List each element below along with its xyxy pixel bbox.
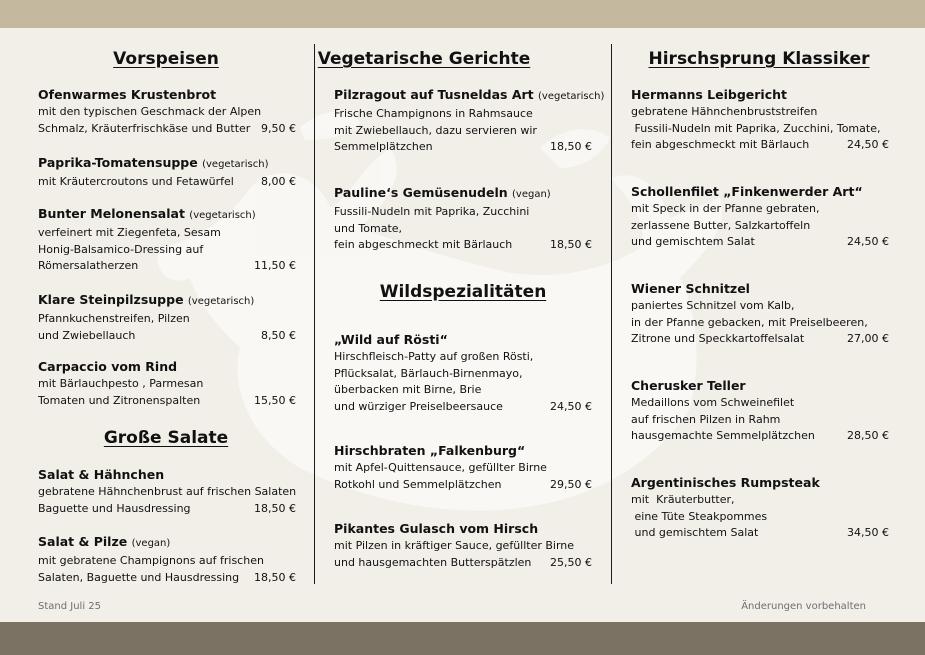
dish-description-line xyxy=(38,104,296,121)
dish-description-line xyxy=(38,311,296,328)
dish-description-text: mit Apfel-Quittensauce, gefüllter Birne xyxy=(334,461,547,474)
dish-name xyxy=(631,183,889,201)
dish-description-text: und hausgemachten Butterspätzlen xyxy=(334,555,532,569)
dish-description-text: Frische Champignons in Rahmsauce xyxy=(334,107,533,120)
dish-description-line xyxy=(334,555,592,572)
dish-price: 18,50 € xyxy=(550,140,592,153)
dish-hermanns-leibgericht xyxy=(631,86,889,154)
dish-price: 24,50 € xyxy=(847,235,889,248)
dish-name-text: Klare Steinpilzsuppe xyxy=(38,292,184,307)
dish-description-line xyxy=(631,492,889,509)
dish-name-text: Ofenwarmes Krustenbrot xyxy=(38,87,217,102)
dish-description-text: fein abgeschmeckt mit Bärlauch xyxy=(631,138,810,151)
dish-argentinisches-rumpsteak xyxy=(631,474,889,542)
dish-description-line xyxy=(38,484,296,501)
dish-description-line xyxy=(334,538,592,555)
dish-price: 18,50 € xyxy=(254,501,296,515)
dish-diet-tag: (vegan) xyxy=(131,538,171,549)
dish-klare-steinpilzsuppe xyxy=(38,291,296,344)
dish-description-text: und gemischtem Salat xyxy=(631,526,759,539)
dish-description-line xyxy=(631,137,889,154)
dish-description-line xyxy=(38,501,296,518)
dish-description-line xyxy=(38,174,296,191)
dish-description-line xyxy=(631,298,889,315)
dish-price: 24,50 € xyxy=(847,138,889,151)
dish-description-text: Pfannkuchenstreifen, Pilzen xyxy=(38,312,190,325)
dish-description-text: verfeinert mit Ziegenfeta, Sesam xyxy=(38,226,221,239)
dish-description-line xyxy=(631,395,889,412)
dish-description-line xyxy=(334,399,592,416)
dish-description-text: und Tomate, xyxy=(334,221,403,235)
dish-description-text: gebratene Hähnchenbruststreifen xyxy=(631,105,818,118)
dish-description-line xyxy=(38,328,296,345)
dish-description-text: und würziger Preiselbeersauce xyxy=(334,399,503,413)
dish-name xyxy=(334,442,592,460)
dish-price: 29,50 € xyxy=(550,477,592,491)
dish-description-line xyxy=(38,121,296,138)
dish-description-line xyxy=(334,106,592,123)
dish-salat-pilze xyxy=(38,533,296,586)
dish-price: 27,00 € xyxy=(847,332,889,345)
dish-schollenfilet xyxy=(631,183,889,251)
dish-diet-tag: (vegetarisch) xyxy=(538,91,605,102)
dish-price: 8,50 € xyxy=(261,328,296,342)
column-divider-left xyxy=(314,44,315,584)
dish-description-text: und Zwiebellauch xyxy=(38,328,136,342)
dish-price: 9,50 € xyxy=(261,121,296,135)
dish-diet-tag: (vegan) xyxy=(512,189,551,200)
dish-description-line xyxy=(38,258,296,275)
dish-description-text: fein abgeschmeckt mit Bärlauch xyxy=(334,238,513,251)
dish-price: 34,50 € xyxy=(847,526,889,539)
dish-paprika-tomatensuppe xyxy=(38,154,296,191)
dish-description-line xyxy=(631,525,889,542)
dish-description-text: mit Kräuterbutter, xyxy=(631,493,735,506)
dish-description-text: mit Zwiebellauch, dazu servieren wir xyxy=(334,123,537,137)
dish-description-line xyxy=(38,225,296,242)
dish-description-line xyxy=(38,570,296,587)
dish-description-text: mit Bärlauchpesto , Parmesan xyxy=(38,377,204,390)
dish-name xyxy=(334,86,605,106)
dish-description-text: Salaten, Baguette und Hausdressing xyxy=(38,570,240,584)
dish-description-text: hausgemachte Semmelplätzchen xyxy=(631,429,815,442)
dish-price: 18,50 € xyxy=(254,570,296,584)
section-heading-hirschsprung-klassiker: Hirschsprung Klassiker xyxy=(648,49,870,69)
dish-diet-tag: (vegetarisch) xyxy=(189,210,256,221)
dish-description-text: Baguette und Hausdressing xyxy=(38,501,191,515)
dish-price: 11,50 € xyxy=(254,259,296,272)
dish-bunter-melonensalat xyxy=(38,205,296,275)
dish-description-text: Pflücksalat, Bärlauch-Birnenmayo, xyxy=(334,366,523,380)
dish-description-line xyxy=(334,139,592,156)
dish-description-text: mit gebratene Champignons auf frischen xyxy=(38,554,264,567)
dish-name-text: Pauline‘s Gemüsenudeln xyxy=(334,185,508,200)
dish-ofenwarmes-krustenbrot xyxy=(38,86,296,137)
dish-name xyxy=(631,474,889,492)
dish-diet-tag: (vegetarisch) xyxy=(202,159,269,170)
dish-name xyxy=(334,520,592,538)
dish-hirschbraten-falkenburg xyxy=(334,442,592,493)
dish-description-line xyxy=(334,349,592,366)
section-heading-vegetarische-gerichte: Vegetarische Gerichte xyxy=(317,49,531,69)
dish-name-text: Carpaccio vom Rind xyxy=(38,359,178,374)
dish-description-text: Schmalz, Kräuterfrischkäse und Butter xyxy=(38,121,251,135)
dish-name xyxy=(38,533,296,553)
dish-name-text: Wiener Schnitzel xyxy=(631,281,750,296)
dish-description-text: Semmelplätzchen xyxy=(334,140,433,153)
dish-description-line xyxy=(38,553,296,570)
dish-salat-haehnchen xyxy=(38,466,296,517)
dish-description-line xyxy=(38,242,296,259)
dish-description-line xyxy=(631,331,889,348)
dish-description-text: gebratene Hähnchenbrust auf frischen Salaten xyxy=(38,485,297,498)
dish-wild-auf-roesti xyxy=(334,331,592,415)
dish-description-text: Fussili-Nudeln mit Paprika, Zucchini xyxy=(334,205,530,218)
dish-cherusker-teller xyxy=(631,377,889,445)
dish-name xyxy=(631,377,889,395)
dish-description-text: Tomaten und Zitronenspalten xyxy=(38,393,201,407)
dish-name xyxy=(38,358,296,376)
dish-description-text: paniertes Schnitzel vom Kalb, xyxy=(631,299,795,312)
dish-description-line xyxy=(631,412,889,429)
dish-description-line xyxy=(631,121,889,138)
dish-name-text: „Wild auf Rösti“ xyxy=(334,332,448,347)
dish-description-text: Rotkohl und Semmelplätzchen xyxy=(334,477,502,491)
dish-price: 25,50 € xyxy=(550,555,592,569)
dish-name-text: Salat & Hähnchen xyxy=(38,467,165,482)
dish-name-text: Schollenfilet „Finkenwerder Art“ xyxy=(631,184,863,199)
dish-description-line xyxy=(334,123,592,140)
dish-description-line xyxy=(334,366,592,383)
section-heading-vorspeisen: Vorspeisen xyxy=(113,49,219,69)
section-heading-wildspezialitaeten: Wildspezialitäten xyxy=(379,282,547,302)
section-heading-grosse-salate: Große Salate xyxy=(103,428,229,448)
dish-name-text: Pilzragout auf Tusneldas Art xyxy=(334,87,534,102)
dish-description-text: mit Pilzen in kräftiger Sauce, gefüllter Birne xyxy=(334,539,575,552)
dish-description-text: mit Speck in der Pfanne gebraten, xyxy=(631,202,820,215)
dish-diet-tag: (vegetarisch) xyxy=(187,296,255,307)
top-color-band xyxy=(0,0,925,28)
footer-date-note: Stand Juli 25 xyxy=(38,601,102,612)
dish-name-text: Pikantes Gulasch vom Hirsch xyxy=(334,521,539,536)
dish-description-text: Medaillons vom Schweinefilet xyxy=(631,396,795,409)
dish-name-text: Paprika-Tomatensuppe xyxy=(38,155,198,170)
dish-description-line xyxy=(38,393,296,410)
dish-description-line xyxy=(631,218,889,235)
dish-name-text: Hirschbraten „Falkenburg“ xyxy=(334,443,526,458)
dish-name xyxy=(38,154,296,174)
footer-disclaimer: Änderungen vorbehalten xyxy=(741,601,866,612)
dish-description-line xyxy=(631,509,889,526)
dish-description-line xyxy=(334,204,592,221)
dish-price: 24,50 € xyxy=(550,399,592,413)
dish-description-text: Zitrone und Speckkartoffelsalat xyxy=(631,332,805,345)
column-divider-right xyxy=(611,44,612,584)
dish-name-text: Bunter Melonensalat xyxy=(38,206,185,221)
dish-description-text: Hirschfleisch-Patty auf großen Rösti, xyxy=(334,350,534,363)
dish-description-line xyxy=(631,104,889,121)
dish-description-line xyxy=(334,477,592,494)
dish-price: 18,50 € xyxy=(550,238,592,251)
dish-name-text: Cherusker Teller xyxy=(631,378,746,393)
dish-name-text: Salat & Pilze xyxy=(38,534,128,549)
dish-description-line xyxy=(334,460,592,477)
dish-description-line xyxy=(334,237,592,254)
dish-price: 8,00 € xyxy=(261,175,296,188)
dish-description-line xyxy=(631,234,889,251)
dish-name xyxy=(38,205,296,225)
dish-description-line xyxy=(334,382,592,399)
dish-description-text: mit den typischen Geschmack der Alpen xyxy=(38,105,262,118)
dish-name xyxy=(631,280,889,298)
dish-paulines-gemuesenudeln xyxy=(334,184,592,254)
dish-description-line xyxy=(334,221,592,238)
dish-description-text: zerlassene Butter, Salzkartoffeln xyxy=(631,218,811,232)
dish-description-text: und gemischtem Salat xyxy=(631,235,755,248)
dish-price: 15,50 € xyxy=(254,393,296,407)
dish-description-text: Fussili-Nudeln mit Paprika, Zucchini, Tomate, xyxy=(631,121,881,135)
dish-description-line xyxy=(38,376,296,393)
dish-carpaccio-vom-rind xyxy=(38,358,296,409)
dish-description-line xyxy=(631,201,889,218)
dish-description-text: mit Kräutercroutons und Fetawürfel xyxy=(38,175,234,188)
dish-price: 28,50 € xyxy=(847,429,889,442)
dish-description-text: Honig-Balsamico-Dressing auf xyxy=(38,242,204,256)
bottom-color-band xyxy=(0,622,925,655)
dish-pikantes-gulasch xyxy=(334,520,592,571)
dish-name xyxy=(38,86,296,104)
dish-description-text: in der Pfanne gebacken, mit Preiselbeeren, xyxy=(631,315,868,329)
dish-name xyxy=(334,331,592,349)
dish-name-text: Hermanns Leibgericht xyxy=(631,87,787,102)
dish-description-text: auf frischen Pilzen in Rahm xyxy=(631,412,781,426)
dish-pilzragout xyxy=(334,86,605,156)
dish-name xyxy=(631,86,889,104)
dish-wiener-schnitzel xyxy=(631,280,889,348)
dish-name xyxy=(334,184,592,204)
dish-name xyxy=(38,466,296,484)
dish-description-text: überbacken mit Birne, Brie xyxy=(334,383,482,396)
dish-description-line xyxy=(631,315,889,332)
dish-description-text: eine Tüte Steakpommes xyxy=(631,509,768,523)
dish-description-line xyxy=(631,428,889,445)
dish-name-text: Argentinisches Rumpsteak xyxy=(631,475,820,490)
dish-description-text: Römersalatherzen xyxy=(38,259,139,272)
dish-name xyxy=(38,291,296,311)
